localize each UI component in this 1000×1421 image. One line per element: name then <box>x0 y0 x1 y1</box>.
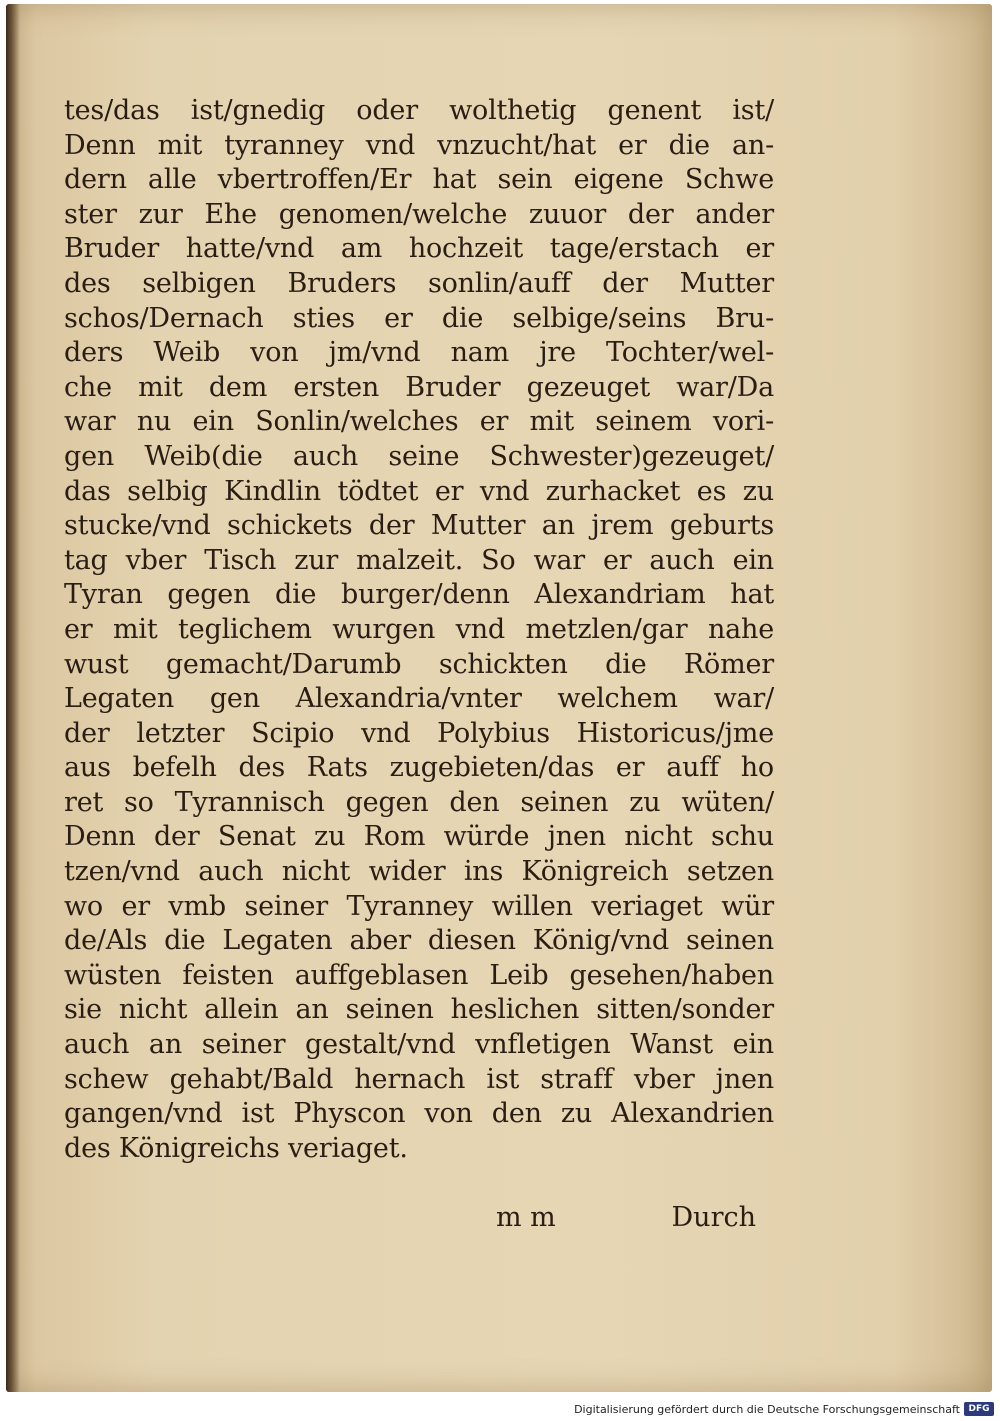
text-line: Denn der Senat zu Rom würde jnen nicht schu <box>64 821 774 853</box>
text-line: aus befelh des Rats zugebieten/das er auff ho <box>64 752 774 784</box>
text-line: de/Als die Legaten aber diesen König/vnd seinen <box>64 925 774 957</box>
funding-credit: Digitalisierung gefördert durch die Deutsche Forschungsgemeinschaft <box>574 1403 960 1416</box>
text-line: Bruder hatte/vnd am hochzeit tage/erstach er <box>64 233 774 265</box>
signature-mark: m m <box>496 1202 556 1233</box>
text-line: sie nicht allein an seinen heslichen sitten/sonder <box>64 994 774 1026</box>
text-line: che mit dem ersten Bruder gezeuget war/Da <box>64 371 774 403</box>
text-line: tag vber Tisch zur malzeit. So war er auch ein <box>64 544 774 576</box>
text-line: wo er vmb seiner Tyranney willen veriaget wür <box>64 890 774 922</box>
page-footer-marks <box>496 1202 766 1242</box>
text-line: schos/Dernach sties er die selbige/seins Bru- <box>64 302 774 334</box>
text-line: schew gehabt/Bald hernach ist straff vber jnen <box>64 1063 774 1095</box>
text-line: des Königreichs veriaget. <box>64 1132 408 1164</box>
text-line: gangen/vnd ist Physcon von den zu Alexandrien <box>64 1098 774 1130</box>
text-line: wust gemacht/Darumb schickten die Römer <box>64 648 774 680</box>
text-line: ret so Tyrannisch gegen den seinen zu wüten/ <box>64 786 774 818</box>
text-line: des selbigen Bruders sonlin/auff der Mutter <box>64 267 774 299</box>
text-line: ders Weib von jm/vnd nam jre Tochter/wel- <box>64 337 774 369</box>
text-line: gen Weib(die auch seine Schwester)gezeuget/ <box>64 440 774 472</box>
digitization-footer <box>0 1400 1000 1421</box>
text-line: tes/das ist/gnedig oder wolthetig genent ist/ <box>64 95 774 126</box>
page-text-block <box>64 94 774 1166</box>
text-line: stucke/vnd schickets der Mutter an jrem geburts <box>64 510 774 542</box>
dfg-logo: DFG <box>964 1402 994 1416</box>
text-line: war nu ein Sonlin/welches er mit seinem vori- <box>64 406 774 438</box>
text-line: wüsten feisten auffgeblasen Leib gesehen/haben <box>64 959 774 991</box>
text-line: Tyran gegen die burger/denn Alexandriam hat <box>64 579 774 611</box>
text-line: er mit teglichem wurgen vnd metzlen/gar nahe <box>64 613 774 645</box>
catchword: Durch <box>671 1202 756 1233</box>
text-line: der letzter Scipio vnd Polybius Historicus/jme <box>64 717 774 749</box>
text-line: das selbig Kindlin tödtet er vnd zurhacket es zu <box>64 475 774 507</box>
text-line: auch an seiner gestalt/vnd vnfletigen Wanst ein <box>64 1029 774 1061</box>
text-line: Denn mit tyranney vnd vnzucht/hat er die an- <box>64 129 774 161</box>
text-line: dern alle vbertroffen/Er hat sein eigene Schwe <box>64 164 774 196</box>
text-line: ster zur Ehe genomen/welche zuuor der ander <box>64 198 774 230</box>
text-line: Legaten gen Alexandria/vnter welchem war/ <box>64 683 774 715</box>
book-page <box>6 4 992 1392</box>
text-line: tzen/vnd auch nicht wider ins Königreich setzen <box>64 856 774 888</box>
